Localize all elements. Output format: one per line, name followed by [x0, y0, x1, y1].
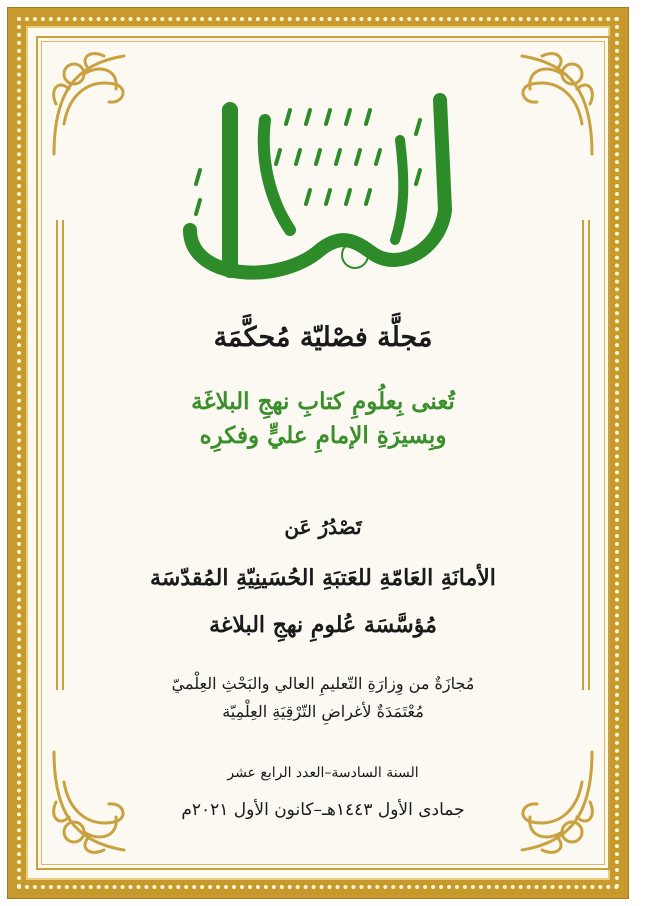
accreditation-line-1: مُجازَةٌ من وِزارَةِ التّعليمِ العالي والبَحْثِ العِلْميّ [171, 674, 475, 693]
corner-ornament-icon [482, 44, 602, 164]
publisher-name: الأمانَةِ العَامّةِ للعَتبَةِ الحُسَينِيّةِ المُقدّسَة [150, 565, 496, 591]
accreditation [60, 670, 586, 726]
concern-line-1: تُعنى بِعلُومِ كتابِ نهجِ البلاغَة [191, 388, 455, 415]
corner-ornament-icon [44, 44, 164, 164]
right-vertical-rule-2 [588, 220, 590, 690]
left-vertical-rule [56, 220, 58, 690]
issue-date: جمادى الأول ١٤٤٣هـ–كانون الأول ٢٠٢١م [181, 800, 465, 820]
journal-logo [170, 80, 476, 290]
issued-by-label: تَصْدُرُ عَن [284, 515, 362, 539]
accreditation-line-2: مُعْتَمَدَةٌ لأغراضِ التّرْقِيَةِ العِلْمِيّة [222, 702, 424, 721]
concern-line-2: وبِسيرَةِ الإمامِ عليٍّ وفكرِه [199, 422, 447, 449]
issue-info: السنة السادسة–العدد الرابع عشر [227, 765, 419, 781]
journal-concern [60, 385, 586, 453]
foundation-name: مُؤسَّسَة عُلومِ نهجِ البلاغة [209, 612, 437, 638]
calligraphy-strokes-icon [170, 80, 476, 290]
journal-subtitle: مَجلَّة فصْليّة مُحكَّمَة [213, 322, 433, 353]
